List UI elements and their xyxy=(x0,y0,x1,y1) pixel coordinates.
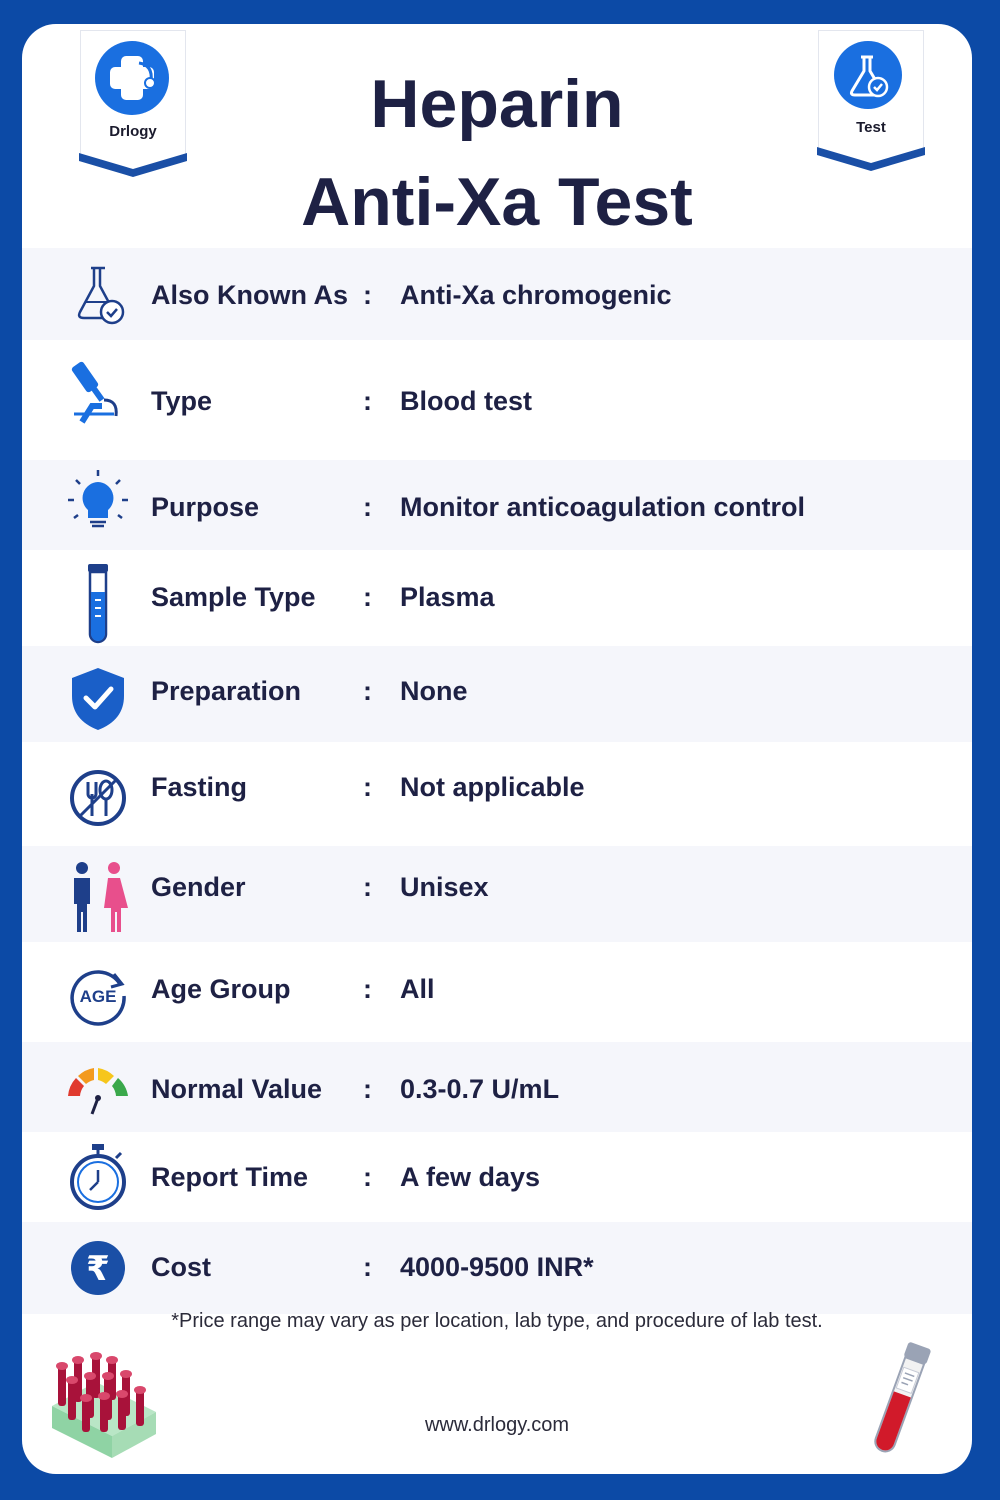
stopwatch-icon xyxy=(62,1142,134,1214)
test-tube-icon xyxy=(62,562,134,642)
flask-check-icon xyxy=(62,260,134,332)
tube-rack-icon xyxy=(48,1346,160,1462)
row-label: Fasting xyxy=(151,772,248,802)
drlogy-label: Drlogy xyxy=(109,123,157,140)
table-row xyxy=(22,550,972,646)
table-row xyxy=(22,646,972,742)
row-value: Not applicable xyxy=(400,772,585,802)
row-colon: : xyxy=(363,676,372,706)
row-colon: : xyxy=(363,492,372,522)
row-value: Plasma xyxy=(400,582,495,612)
table-row xyxy=(22,358,972,442)
row-label: Gender xyxy=(151,872,246,902)
row-value: Monitor anticoagulation control xyxy=(400,492,805,522)
table-row xyxy=(22,846,972,942)
blood-tube-icon xyxy=(862,1338,938,1464)
row-value: All xyxy=(400,974,435,1004)
row-value: 0.3-0.7 U/mL xyxy=(400,1074,560,1104)
table-row xyxy=(22,1222,972,1314)
test-label: Test xyxy=(856,119,886,136)
row-colon: : xyxy=(363,974,372,1004)
row-label: Also Known As xyxy=(151,280,349,310)
table-row xyxy=(22,942,972,1042)
lightbulb-icon xyxy=(62,468,134,540)
row-label: Sample Type xyxy=(151,582,316,612)
row-colon: : xyxy=(363,1162,372,1192)
microscope-icon xyxy=(62,358,134,430)
website-link[interactable]: www.drlogy.com xyxy=(424,1414,570,1436)
table-row xyxy=(22,248,972,340)
row-label: Cost xyxy=(151,1252,211,1282)
row-label: Type xyxy=(151,386,213,416)
page-subtitle: Anti-Xa Test xyxy=(301,164,693,240)
row-colon: : xyxy=(363,772,372,802)
age-icon-text: AGE xyxy=(79,987,117,1006)
table-row xyxy=(22,460,972,550)
male-female-icon xyxy=(62,858,134,940)
row-colon: : xyxy=(363,872,372,902)
row-value: 4000-9500 INR* xyxy=(400,1252,594,1282)
table-row xyxy=(22,1042,972,1132)
row-value: Blood test xyxy=(400,386,532,416)
row-colon: : xyxy=(363,386,372,416)
row-label: Purpose xyxy=(151,492,260,522)
rupee-icon-text: ₹ xyxy=(86,1249,110,1289)
row-colon: : xyxy=(363,1074,372,1104)
row-label: Preparation xyxy=(151,676,302,706)
row-value: Unisex xyxy=(400,872,489,902)
row-value: Anti-Xa chromogenic xyxy=(400,280,672,310)
price-disclaimer: *Price range may vary as per location, lab type, and procedure of lab test. xyxy=(171,1310,823,1332)
gauge-icon xyxy=(62,1054,134,1126)
row-label: Report Time xyxy=(151,1162,309,1192)
row-colon: : xyxy=(363,1252,372,1282)
row-colon: : xyxy=(363,582,372,612)
info-card xyxy=(22,24,972,1474)
row-value: A few days xyxy=(400,1162,541,1192)
no-eating-icon xyxy=(62,762,134,834)
rupee-icon xyxy=(62,1232,134,1304)
shield-check-icon xyxy=(62,666,134,738)
row-label: Normal Value xyxy=(151,1074,323,1104)
row-value: None xyxy=(400,676,468,706)
table-row xyxy=(22,742,972,846)
table-row xyxy=(22,1132,972,1222)
page-title: Heparin xyxy=(370,66,624,142)
age-icon xyxy=(62,960,134,1032)
row-colon: : xyxy=(363,280,372,310)
row-label: Age Group xyxy=(151,974,291,1004)
